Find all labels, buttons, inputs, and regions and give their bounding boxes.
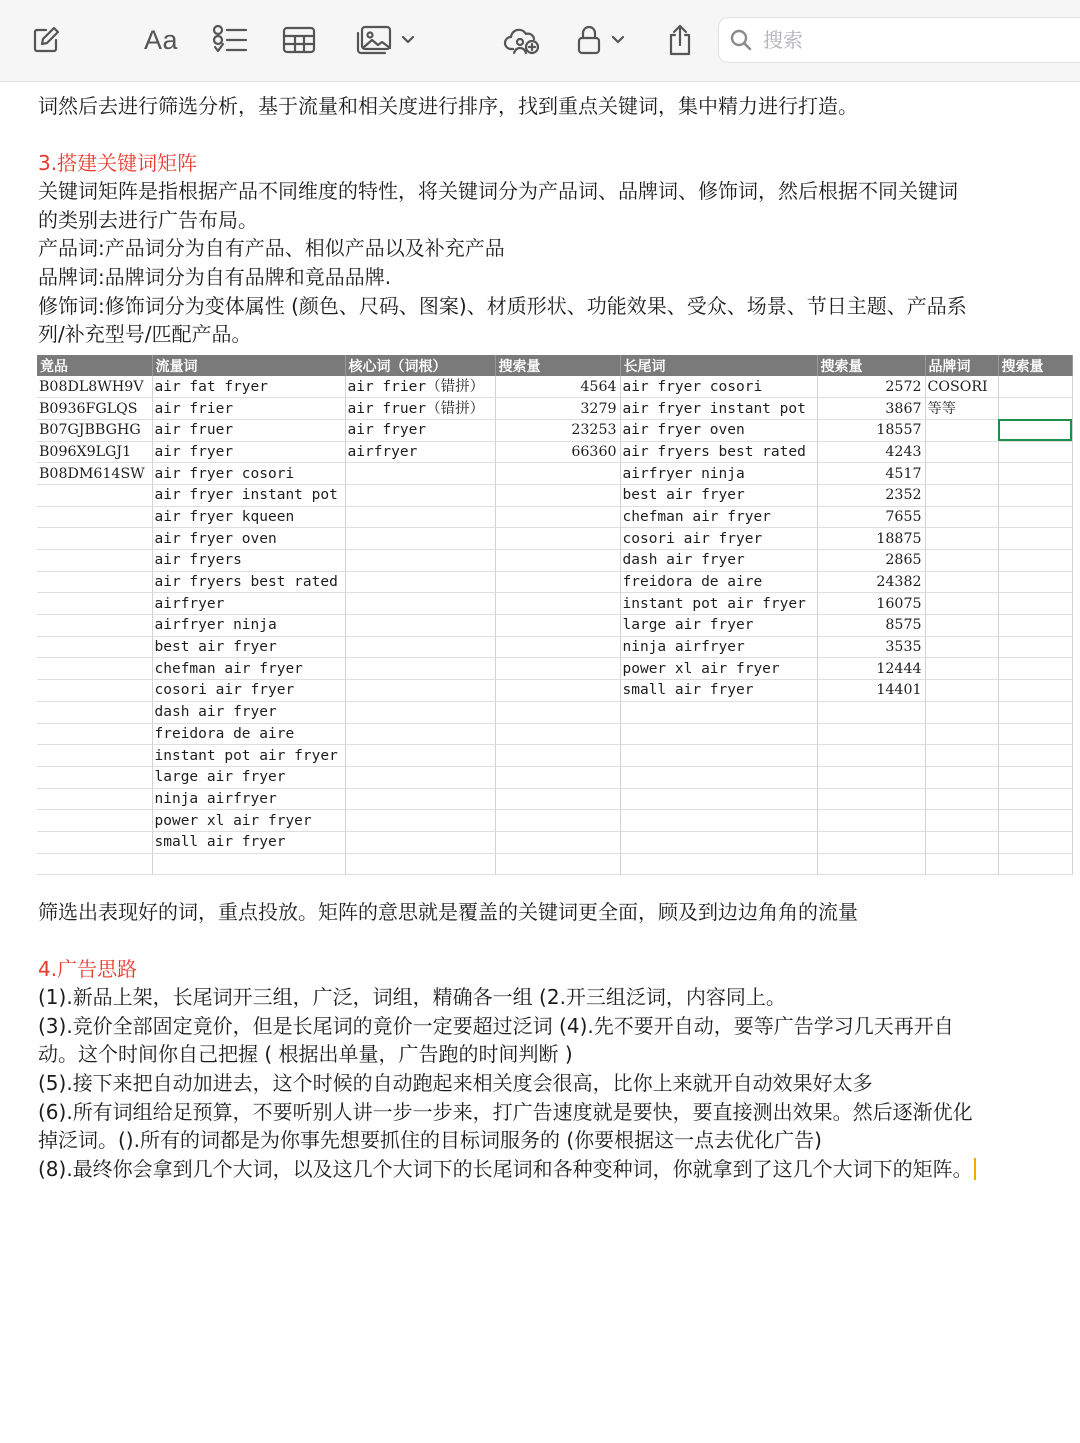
long-tail-cell: dash air fryer <box>620 550 817 572</box>
long-tail-cell <box>620 831 817 853</box>
core-volume-cell: 66360 <box>495 441 620 463</box>
traffic-word-cell: air fryer oven <box>152 528 345 550</box>
traffic-word-cell: air fruer <box>152 419 345 441</box>
header-core-volume: 搜索量 <box>495 355 620 376</box>
header-long-tail-volume: 搜索量 <box>817 355 925 376</box>
table-row <box>37 658 1072 680</box>
core-word-cell: air fruer（错拼） <box>345 398 495 420</box>
traffic-word-cell: air fryers best rated <box>152 571 345 593</box>
search-icon <box>729 28 753 52</box>
keyword-matrix-table <box>37 355 1072 883</box>
brand-volume-cell <box>998 484 1072 506</box>
long-tail-volume-cell: 18557 <box>817 419 925 441</box>
brand-volume-cell <box>998 810 1072 832</box>
long-tail-volume-cell: 2572 <box>817 376 925 398</box>
core-word-cell <box>345 658 495 680</box>
core-volume-cell <box>495 745 620 767</box>
long-tail-volume-cell: 16075 <box>817 593 925 615</box>
traffic-word-cell: air fat fryer <box>152 376 345 398</box>
compose-icon[interactable] <box>28 18 64 62</box>
collaborate-icon[interactable] <box>502 18 542 62</box>
brand-word-cell <box>925 745 998 767</box>
table-row <box>37 853 1072 875</box>
core-volume-cell <box>495 463 620 485</box>
header-brand-word: 品牌词 <box>925 355 998 376</box>
competitor-cell: B07GJBBGHG <box>37 419 152 441</box>
table-row <box>37 593 1072 615</box>
brand-word-cell <box>925 593 998 615</box>
table-row <box>37 701 1072 723</box>
core-volume-cell <box>495 766 620 788</box>
brand-volume-cell <box>998 441 1072 463</box>
competitor-cell: B08DM614SW <box>37 463 152 485</box>
core-word-cell <box>345 550 495 572</box>
brand-volume-cell <box>998 680 1072 702</box>
section-3-line: 产品词:产品词分为自有产品、相似产品以及补充产品 <box>38 236 505 261</box>
section-4-heading: 4.广告思路 <box>38 956 138 981</box>
long-tail-volume-cell: 24382 <box>817 571 925 593</box>
lock-icon <box>576 24 602 56</box>
traffic-word-cell: air fryer kqueen <box>152 506 345 528</box>
table-row <box>37 636 1072 658</box>
long-tail-cell: freidora de aire <box>620 571 817 593</box>
traffic-word-cell: airfryer <box>152 593 345 615</box>
core-volume-cell <box>495 550 620 572</box>
section-3-line: 列/补充型号/匹配产品。 <box>38 322 252 347</box>
long-tail-volume-cell: 7655 <box>817 506 925 528</box>
header-traffic-word: 流量词 <box>152 355 345 376</box>
core-volume-cell <box>495 636 620 658</box>
competitor-cell: B0936FGLQS <box>37 398 152 420</box>
long-tail-cell <box>620 788 817 810</box>
table-row <box>37 528 1072 550</box>
competitor-cell <box>37 571 152 593</box>
section-3-line: 品牌词:品牌词分为自有品牌和竟品品牌. <box>38 264 392 289</box>
competitor-cell <box>37 788 152 810</box>
long-tail-cell: air fryers best rated <box>620 441 817 463</box>
table-row <box>37 831 1072 853</box>
long-tail-cell: instant pot air fryer <box>620 593 817 615</box>
long-tail-volume-cell <box>817 745 925 767</box>
competitor-cell <box>37 853 152 875</box>
traffic-word-cell: air fryers <box>152 550 345 572</box>
competitor-cell <box>37 550 152 572</box>
section-3-line: 关键词矩阵是指根据产品不同维度的特性，将关键词分为产品词、品牌词、修饰词，然后根据不同关键词 <box>38 179 958 204</box>
long-tail-volume-cell: 2865 <box>817 550 925 572</box>
long-tail-cell: air fryer oven <box>620 419 817 441</box>
core-volume-cell: 4564 <box>495 376 620 398</box>
after-table-paragraph: 筛选出表现好的词，重点投放。矩阵的意思就是覆盖的关键词更全面，顾及到边边角角的流量 <box>38 900 858 924</box>
chevron-down-icon <box>400 34 416 46</box>
long-tail-volume-cell: 12444 <box>817 658 925 680</box>
brand-word-cell <box>925 701 998 723</box>
long-tail-cell: power xl air fryer <box>620 658 817 680</box>
long-tail-volume-cell: 18875 <box>817 528 925 550</box>
brand-word-cell <box>925 853 998 875</box>
traffic-word-cell: air fryer cosori <box>152 463 345 485</box>
text-cursor <box>974 1158 976 1180</box>
core-word-cell <box>345 831 495 853</box>
brand-word-cell <box>925 550 998 572</box>
section-4-line-last <box>38 1155 1078 1184</box>
long-tail-volume-cell <box>817 788 925 810</box>
brand-volume-cell <box>998 701 1072 723</box>
chevron-down-icon <box>610 34 626 46</box>
core-word-cell <box>345 528 495 550</box>
traffic-word-cell: dash air fryer <box>152 701 345 723</box>
traffic-word-cell: air fryer <box>152 441 345 463</box>
search-field[interactable] <box>718 17 1080 63</box>
search-input[interactable] <box>763 28 1043 52</box>
brand-volume-cell <box>998 419 1072 441</box>
core-volume-cell <box>495 658 620 680</box>
competitor-cell <box>37 766 152 788</box>
long-tail-volume-cell <box>817 701 925 723</box>
core-volume-cell <box>495 853 620 875</box>
table-row <box>37 810 1072 832</box>
core-volume-cell <box>495 680 620 702</box>
table-row <box>37 484 1072 506</box>
header-core-word: 核心词（词根） <box>345 355 495 376</box>
long-tail-volume-cell: 14401 <box>817 680 925 702</box>
brand-word-cell <box>925 658 998 680</box>
brand-volume-cell <box>998 398 1072 420</box>
core-volume-cell <box>495 831 620 853</box>
traffic-word-cell: instant pot air fryer <box>152 745 345 767</box>
core-volume-cell <box>495 593 620 615</box>
long-tail-cell: small air fryer <box>620 680 817 702</box>
long-tail-volume-cell: 2352 <box>817 484 925 506</box>
table-row <box>37 615 1072 637</box>
brand-word-cell <box>925 788 998 810</box>
table-row <box>37 571 1072 593</box>
long-tail-cell: large air fryer <box>620 615 817 637</box>
competitor-cell <box>37 615 152 637</box>
traffic-word-cell: air fryer instant pot <box>152 484 345 506</box>
brand-volume-cell <box>998 658 1072 680</box>
section-3-line: 修饰词:修饰词分为变体属性 (颜色、尺码、图案)、材质形状、功能效果、受众、场景、节日主题、产品系 <box>38 293 967 318</box>
core-volume-cell <box>495 528 620 550</box>
traffic-word-cell: air frier <box>152 398 345 420</box>
brand-word-cell <box>925 528 998 550</box>
core-word-cell: air fryer <box>345 419 495 441</box>
core-word-cell <box>345 636 495 658</box>
long-tail-volume-cell: 8575 <box>817 615 925 637</box>
core-word-cell <box>345 723 495 745</box>
checklist-icon[interactable] <box>210 18 250 62</box>
traffic-word-cell: small air fryer <box>152 831 345 853</box>
core-volume-cell <box>495 788 620 810</box>
brand-volume-cell <box>998 723 1072 745</box>
section-3-heading: 3.搭建关键词矩阵 <box>38 150 198 175</box>
media-icon <box>356 24 394 56</box>
notes-toolbar <box>0 0 1080 82</box>
brand-word-cell <box>925 484 998 506</box>
core-word-cell <box>345 853 495 875</box>
long-tail-volume-cell: 3535 <box>817 636 925 658</box>
traffic-word-cell <box>152 853 345 875</box>
brand-volume-cell <box>998 550 1072 572</box>
core-volume-cell <box>495 484 620 506</box>
traffic-word-cell: power xl air fryer <box>152 810 345 832</box>
brand-word-cell: 等等 <box>925 398 998 420</box>
competitor-cell <box>37 593 152 615</box>
competitor-cell: B096X9LGJ1 <box>37 441 152 463</box>
brand-volume-cell <box>998 853 1072 875</box>
section-4-line: 动。这个时间你自己把握 ( 根据出单量，广告跑的时间判断 ) <box>38 1042 573 1067</box>
section-3-line: 的类别去进行广告布局。 <box>38 207 258 232</box>
brand-volume-cell <box>998 571 1072 593</box>
long-tail-cell <box>620 766 817 788</box>
competitor-cell <box>37 810 152 832</box>
core-word-cell <box>345 788 495 810</box>
share-icon[interactable] <box>662 18 698 62</box>
competitor-cell <box>37 701 152 723</box>
core-word-cell <box>345 615 495 637</box>
competitor-cell <box>37 745 152 767</box>
table-row <box>37 550 1072 572</box>
long-tail-cell: cosori air fryer <box>620 528 817 550</box>
brand-volume-cell <box>998 831 1072 853</box>
long-tail-cell <box>620 810 817 832</box>
section-4-line: (3).竞价全部固定竟价，但是长尾词的竟价一定要超过泛词 (4).先不要开自动，要等广告学习几天再开自 <box>38 1013 954 1038</box>
competitor-cell <box>37 658 152 680</box>
table-row <box>37 506 1072 528</box>
clipped-line <box>38 84 1068 92</box>
brand-word-cell <box>925 831 998 853</box>
brand-word-cell: COSORI <box>925 376 998 398</box>
core-volume-cell <box>495 810 620 832</box>
core-word-cell <box>345 810 495 832</box>
section-4-line: 掉泛词。().所有的词都是为你事先想要抓住的目标词服务的 (你要根据这一点去优化广告) <box>38 1128 822 1153</box>
long-tail-volume-cell: 4243 <box>817 441 925 463</box>
long-tail-cell: air fryer instant pot <box>620 398 817 420</box>
long-tail-volume-cell <box>817 766 925 788</box>
brand-volume-cell <box>998 745 1072 767</box>
competitor-cell <box>37 506 152 528</box>
note-body-lower[interactable] <box>38 898 1078 1183</box>
table-row <box>37 680 1072 702</box>
core-word-cell <box>345 506 495 528</box>
table-row <box>37 788 1072 810</box>
brand-volume-cell <box>998 528 1072 550</box>
long-tail-cell: chefman air fryer <box>620 506 817 528</box>
brand-word-cell <box>925 615 998 637</box>
core-volume-cell: 3279 <box>495 398 620 420</box>
table-row <box>37 766 1072 788</box>
core-word-cell <box>345 593 495 615</box>
competitor-cell <box>37 528 152 550</box>
competitor-cell <box>37 723 152 745</box>
core-volume-cell <box>495 615 620 637</box>
core-word-cell <box>345 680 495 702</box>
long-tail-cell <box>620 745 817 767</box>
format-text-icon: Aa <box>143 24 179 55</box>
table-row <box>37 398 1072 420</box>
note-body[interactable] <box>38 84 1068 349</box>
brand-volume-cell <box>998 376 1072 398</box>
brand-volume-cell <box>998 593 1072 615</box>
core-word-cell <box>345 745 495 767</box>
brand-word-cell <box>925 810 998 832</box>
table-icon[interactable] <box>280 18 318 62</box>
competitor-cell <box>37 484 152 506</box>
traffic-word-cell: best air fryer <box>152 636 345 658</box>
brand-word-cell <box>925 571 998 593</box>
long-tail-cell <box>620 853 817 875</box>
brand-word-cell <box>925 506 998 528</box>
core-volume-cell <box>495 506 620 528</box>
brand-word-cell <box>925 636 998 658</box>
core-word-cell <box>345 484 495 506</box>
table-row <box>37 419 1072 441</box>
header-long-tail: 长尾词 <box>620 355 817 376</box>
brand-volume-cell <box>998 636 1072 658</box>
section-4-line-text: (8).最终你会拿到几个大词，以及这几个大词下的长尾词和各种变种词，你就拿到了这几个大词下的矩阵。 <box>38 1156 973 1181</box>
format-text-button[interactable] <box>138 18 184 62</box>
brand-word-cell <box>925 680 998 702</box>
core-word-cell: airfryer <box>345 441 495 463</box>
brand-word-cell <box>925 766 998 788</box>
long-tail-volume-cell <box>817 723 925 745</box>
brand-word-cell <box>925 463 998 485</box>
traffic-word-cell: ninja airfryer <box>152 788 345 810</box>
long-tail-volume-cell <box>817 831 925 853</box>
brand-word-cell <box>925 419 998 441</box>
long-tail-cell: airfryer ninja <box>620 463 817 485</box>
section-4-line: (5).接下来把自动加进去，这个时候的自动跑起来相关度会很高，比你上来就开自动效果好太多 <box>38 1070 873 1095</box>
table-header-row <box>37 355 1072 376</box>
core-word-cell <box>345 701 495 723</box>
competitor-cell <box>37 636 152 658</box>
brand-volume-cell <box>998 615 1072 637</box>
core-volume-cell <box>495 701 620 723</box>
competitor-cell <box>37 831 152 853</box>
competitor-cell <box>37 680 152 702</box>
long-tail-volume-cell <box>817 810 925 832</box>
brand-word-cell <box>925 441 998 463</box>
section-4-line: (1).新品上架，长尾词开三组，广泛，词组，精确各一组 (2.开三组泛词，内容同上。 <box>38 985 786 1010</box>
table-row <box>37 463 1072 485</box>
core-word-cell: air frier（错拼） <box>345 376 495 398</box>
lock-button[interactable] <box>576 18 632 62</box>
core-word-cell <box>345 571 495 593</box>
core-volume-cell <box>495 723 620 745</box>
traffic-word-cell: freidora de aire <box>152 723 345 745</box>
header-brand-volume: 搜索量 <box>998 355 1072 376</box>
core-word-cell <box>345 766 495 788</box>
brand-volume-cell <box>998 463 1072 485</box>
brand-volume-cell <box>998 506 1072 528</box>
core-volume-cell: 23253 <box>495 419 620 441</box>
media-button[interactable] <box>356 18 422 62</box>
long-tail-cell <box>620 723 817 745</box>
traffic-word-cell: airfryer ninja <box>152 615 345 637</box>
table-row <box>37 376 1072 398</box>
traffic-word-cell: cosori air fryer <box>152 680 345 702</box>
table-row <box>37 723 1072 745</box>
intro-paragraph: 词然后去进行筛选分析，基于流量和相关度进行排序，找到重点关键词，集中精力进行打造。 <box>38 94 858 118</box>
brand-volume-cell <box>998 766 1072 788</box>
traffic-word-cell: large air fryer <box>152 766 345 788</box>
traffic-word-cell: chefman air fryer <box>152 658 345 680</box>
brand-word-cell <box>925 723 998 745</box>
brand-volume-cell <box>998 788 1072 810</box>
long-tail-cell: best air fryer <box>620 484 817 506</box>
competitor-cell: B08DL8WH9V <box>37 376 152 398</box>
table-row <box>37 441 1072 463</box>
long-tail-cell: ninja airfryer <box>620 636 817 658</box>
long-tail-cell <box>620 701 817 723</box>
section-4-line: (6).所有词组给足预算，不要听别人讲一步一步来，打广告速度就是要快，要直接测出效果。然后逐渐优化 <box>38 1099 973 1124</box>
table-row <box>37 745 1072 767</box>
core-volume-cell <box>495 571 620 593</box>
long-tail-cell: air fryer cosori <box>620 376 817 398</box>
header-competitor: 竟品 <box>37 355 152 376</box>
core-word-cell <box>345 463 495 485</box>
long-tail-volume-cell <box>817 853 925 875</box>
long-tail-volume-cell: 3867 <box>817 398 925 420</box>
long-tail-volume-cell: 4517 <box>817 463 925 485</box>
